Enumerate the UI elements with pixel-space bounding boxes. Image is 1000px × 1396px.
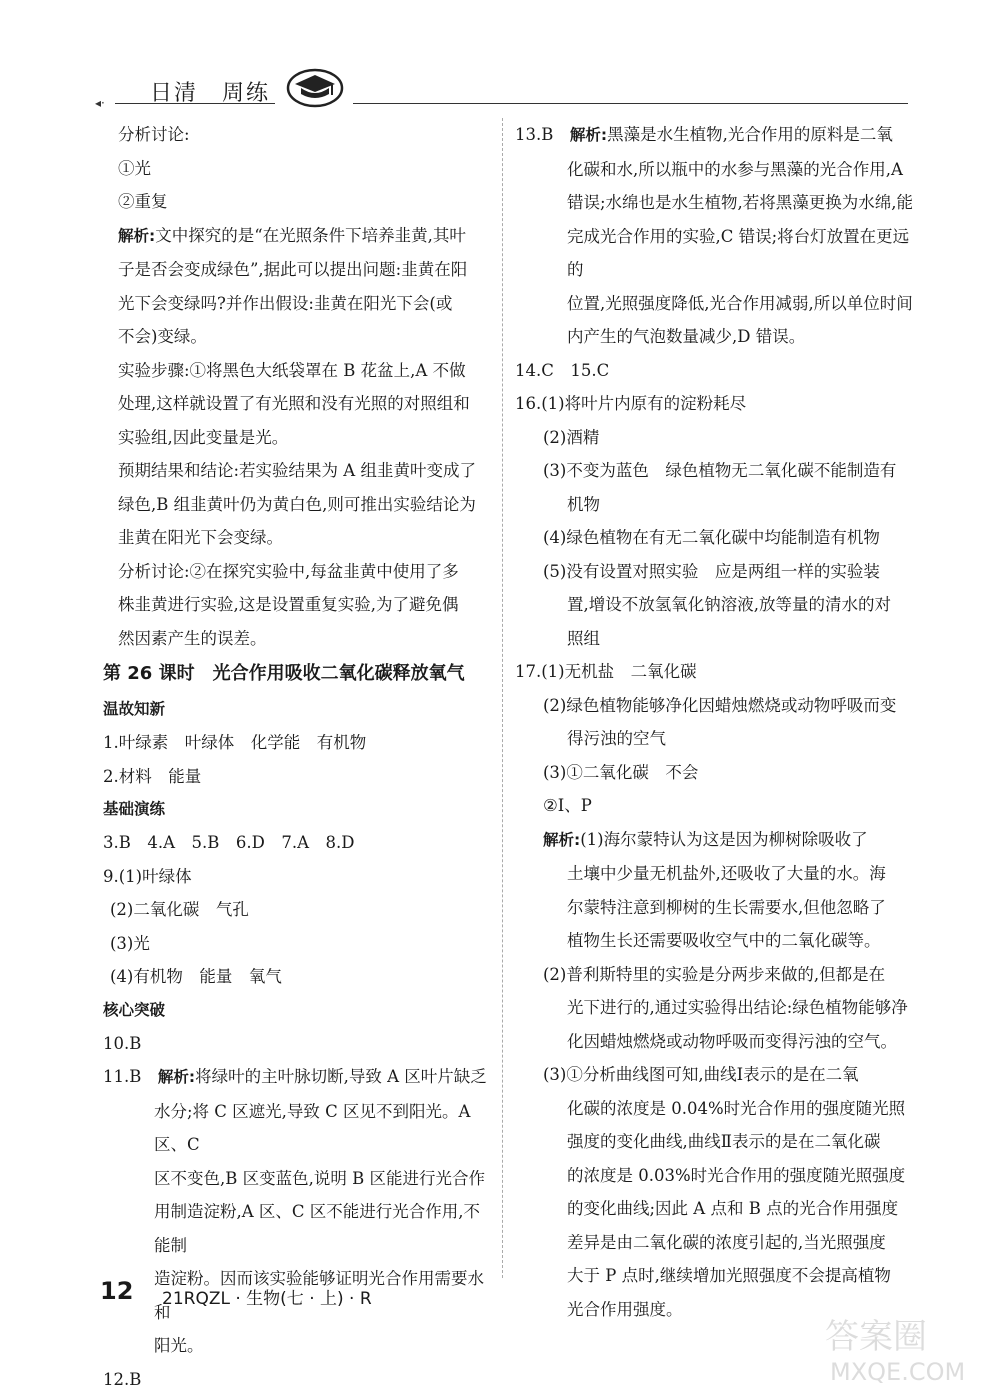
section-heading-core: 核心突破	[103, 994, 493, 1027]
analysis-label: 解析:	[570, 126, 607, 144]
arrow-icon: ◂·	[95, 96, 105, 110]
text-line: 错误;水绵也是水生植物,若将黑藻更换为水绵,能	[567, 186, 915, 220]
text-line: (2)酒精	[543, 421, 915, 455]
right-column	[515, 118, 915, 1326]
text-line: 置,增设不放氢氧化钠溶液,放等量的清水的对	[567, 588, 915, 622]
text-line: 光下会变绿吗?并作出假设:韭黄在阳光下会(或	[118, 287, 493, 321]
text-line: 差异是由二氧化碳的浓度引起的,当光照强度	[567, 1226, 915, 1260]
text-line: ②重复	[118, 185, 493, 219]
text-line: 机物	[567, 488, 915, 522]
page-header	[95, 62, 910, 112]
text-line: 子是否会变成绿色”,据此可以提出问题:韭黄在阳	[118, 253, 493, 287]
lesson-title: 第 26 课时 光合作用吸收二氧化碳释放氧气	[103, 655, 493, 693]
text-line: (2)绿色植物能够净化因蜡烛燃烧或动物呼吸而变	[543, 689, 915, 723]
text-line: 土壤中少量无机盐外,还吸收了大量的水。海	[567, 857, 915, 891]
text-line: ②Ⅰ、P	[543, 789, 915, 823]
text-line: (2)二氧化碳 气孔	[110, 893, 493, 927]
text-line: 韭黄在阳光下会变绿。	[118, 521, 493, 555]
book-code: 21RQZL · 生物(七 · 上) · R	[162, 1284, 372, 1309]
text-line: 完成光合作用的实验,C 错误;将台灯放置在更远的	[567, 220, 915, 287]
text-line: 处理,这样就设置了有光照和没有光照的对照组和	[118, 387, 493, 421]
text-line: 株韭黄进行实验,这是设置重复实验,为了避免偶	[118, 588, 493, 622]
text-line: 绿色,B 组韭黄叶仍为黄白色,则可推出实验结论为	[118, 488, 493, 522]
analysis-label: 解析:	[158, 1068, 195, 1086]
text-line: 的浓度是 0.03%时光合作用的强度随光照强度	[567, 1159, 915, 1193]
text-line: 强度的变化曲线,曲线Ⅱ表示的是在二氧化碳	[567, 1125, 915, 1159]
text-line: (3)①二氧化碳 不会	[543, 756, 915, 790]
text-line: 得污浊的空气	[567, 722, 915, 756]
graduation-cap-icon	[285, 64, 345, 108]
text-line: ①光	[118, 152, 493, 186]
text-line: 尔蒙特注意到柳树的生长需要水,但他忽略了	[567, 891, 915, 925]
text-line: 3.B 4.A 5.B 6.D 7.A 8.D	[103, 826, 493, 860]
text-line: 实验组,因此变量是光。	[118, 421, 493, 455]
text-line: 然因素产生的误差。	[118, 622, 493, 656]
text-line: 17.(1)无机盐 二氧化碳	[515, 655, 915, 689]
text-line: 14.C 15.C	[515, 354, 915, 388]
text-line: 化碳和水,所以瓶中的水参与黑藻的光合作用,A	[567, 153, 915, 187]
text-line: 解析:(1)海尔蒙特认为这是因为柳树除吸收了	[543, 823, 915, 858]
text-line: (4)绿色植物在有无二氧化碳中均能制造有机物	[543, 521, 915, 555]
text-line: 造淀粉。因而该实验能够证明光合作用需要水和	[154, 1262, 493, 1329]
text-line: 用制造淀粉,A 区、C 区不能进行光合作用,不能制	[154, 1195, 493, 1262]
text-line: 化因蜡烛燃烧或动物呼吸而变得污浊的空气。	[567, 1025, 915, 1059]
text-line: 1.叶绿素 叶绿体 化学能 有机物	[103, 726, 493, 760]
section-heading-basic: 基础演练	[103, 793, 493, 826]
analysis-label: 解析:	[543, 831, 580, 849]
text-line: 预期结果和结论:若实验结果为 A 组韭黄叶变成了	[118, 454, 493, 488]
text-line: 13.B 解析:黑藻是水生植物,光合作用的原料是二氧	[515, 118, 915, 153]
answer-block-core	[118, 1027, 493, 1396]
text-line: 内产生的气泡数量减少,D 错误。	[567, 320, 915, 354]
text-line: 植物生长还需要吸收空气中的二氧化碳等。	[567, 924, 915, 958]
text-line: 不会)变绿。	[118, 320, 493, 354]
analysis-label: 解析:	[118, 227, 155, 245]
text-line: (2)普利斯特里的实验是分两步来做的,但都是在	[543, 958, 915, 992]
text-line: (3)光	[110, 927, 493, 961]
svg-text:答案圈: 答案圈	[825, 1317, 927, 1357]
text-line: 光合作用强度。	[567, 1293, 915, 1327]
text-line: 解析:文中探究的是“在光照条件下培养韭黄,其叶	[118, 219, 493, 254]
text-line: (3)①分析曲线图可知,曲线Ⅰ表示的是在二氧	[543, 1058, 915, 1092]
text-line: 光下进行的,通过实验得出结论:绿色植物能够净	[567, 991, 915, 1025]
text-line: 实验步骤:①将黑色大纸袋罩在 B 花盆上,A 不做	[118, 354, 493, 388]
header-title: 日清 周练	[150, 76, 270, 107]
text-line: 照组	[567, 622, 915, 656]
answer-block-review	[118, 726, 493, 793]
text-line: 区不变色,B 区变蓝色,说明 B 区能进行光合作	[154, 1162, 493, 1196]
svg-text:MXQE.COM: MXQE.COM	[830, 1358, 965, 1385]
text-line: 11.B 解析:将绿叶的主叶脉切断,导致 A 区叶片缺乏	[103, 1060, 493, 1095]
text-line: 10.B	[103, 1027, 493, 1061]
text-line: 位置,光照强度降低,光合作用减弱,所以单位时间	[567, 287, 915, 321]
text-line: 的变化曲线;因此 A 点和 B 点的光合作用强度	[567, 1192, 915, 1226]
text-line: 2.材料 能量	[103, 760, 493, 794]
text-line: 9.(1)叶绿体	[103, 860, 493, 894]
text-line: 阳光。	[154, 1329, 493, 1363]
section-heading-review: 温故知新	[103, 693, 493, 726]
text-line: 分析讨论:②在探究实验中,每盆韭黄中使用了多	[118, 555, 493, 589]
header-rule-right	[353, 103, 908, 104]
watermark-logo	[820, 1310, 990, 1385]
answer-block-right	[515, 118, 915, 1326]
page-number: 12	[100, 1277, 133, 1305]
column-divider	[502, 118, 503, 1278]
answer-block-prev-lesson	[118, 118, 493, 655]
text-line: (4)有机物 能量 氧气	[110, 960, 493, 994]
answer-block-basic	[118, 826, 493, 994]
left-column	[118, 118, 493, 1396]
text-line: 12.B	[103, 1363, 493, 1396]
text-line: 分析讨论:	[118, 118, 493, 152]
text-line: (5)没有设置对照实验 应是两组一样的实验装	[543, 555, 915, 589]
text-line: 化碳的浓度是 0.04%时光合作用的强度随光照	[567, 1092, 915, 1126]
text-line: (3)不变为蓝色 绿色植物无二氧化碳不能制造有	[543, 454, 915, 488]
text-line: 16.(1)将叶片内原有的淀粉耗尽	[515, 387, 915, 421]
text-line: 水分;将 C 区遮光,导致 C 区见不到阳光。A 区、C	[154, 1095, 493, 1162]
text-line: 大于 P 点时,继续增加光照强度不会提高植物	[567, 1259, 915, 1293]
